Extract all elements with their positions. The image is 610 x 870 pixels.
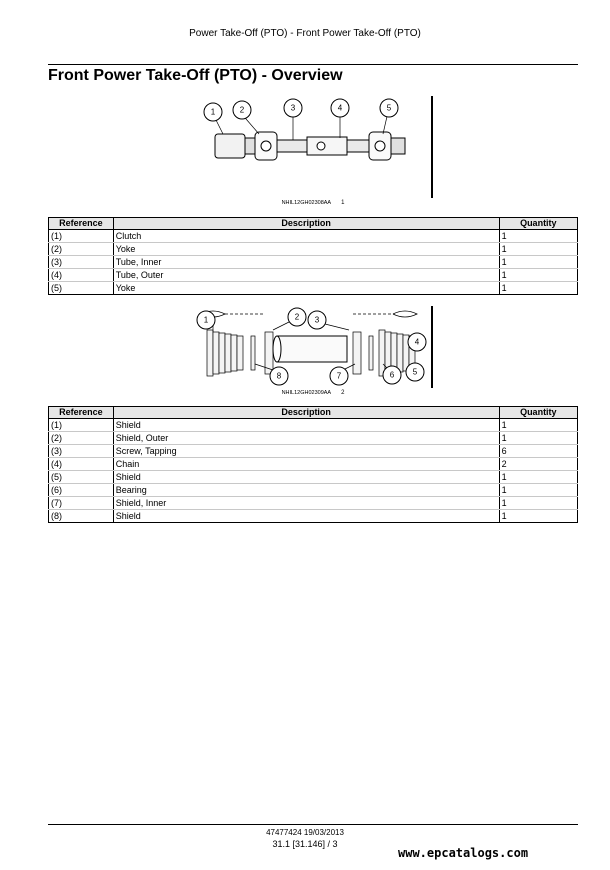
header-rule (48, 64, 578, 65)
callout-2 (233, 101, 251, 119)
svg-text:3: 3 (314, 315, 320, 325)
callout-4 (331, 99, 349, 117)
parts-table-1 (48, 217, 578, 295)
svg-text:6: 6 (389, 370, 395, 380)
callout-3 (284, 99, 302, 117)
table-row: (1) Clutch 1 (49, 230, 578, 243)
svg-text:8: 8 (276, 371, 282, 381)
table-row: (6) Bearing 1 (49, 484, 578, 497)
svg-text:4: 4 (414, 337, 420, 347)
callout-1 (204, 103, 222, 121)
watermark-link[interactable]: www.epcatalogs.com (398, 846, 529, 860)
callout-7 (330, 367, 348, 385)
figure-shield-exploded (193, 306, 433, 388)
svg-text:1: 1 (210, 107, 216, 117)
figure-2-code: NHIL12GH02309AA (281, 390, 332, 396)
footer-rule (48, 824, 578, 825)
figure-1-code: NHIL12GH02308AA (281, 200, 332, 206)
header-description: Description (113, 407, 499, 419)
header-reference: Reference (49, 218, 114, 230)
callout-5 (380, 99, 398, 117)
footer-page-number: 31.1 [31.146] / 3 (272, 839, 338, 849)
figure-2-number: 2 (341, 390, 345, 396)
svg-text:5: 5 (412, 367, 418, 377)
callout-3 (308, 311, 326, 329)
parts-table-2 (48, 406, 578, 523)
table-row: (8) Shield 1 (49, 510, 578, 523)
svg-text:4: 4 (337, 103, 343, 113)
figure-2-caption (193, 390, 433, 396)
callout-4 (408, 333, 426, 351)
running-header: Power Take-Off (PTO) - Front Power Take-Off (PTO) (189, 28, 421, 39)
table-row: (5) Yoke 1 (49, 282, 578, 295)
callout-2 (288, 308, 306, 326)
callout-5 (406, 363, 424, 381)
header-description: Description (113, 218, 499, 230)
svg-text:2: 2 (294, 312, 300, 322)
svg-text:1: 1 (203, 315, 209, 325)
table-row: (5) Shield 1 (49, 471, 578, 484)
svg-text:3: 3 (290, 103, 296, 113)
header-reference: Reference (49, 407, 114, 419)
table-row: (4) Tube, Outer 1 (49, 269, 578, 282)
pto-assembly-drawing (193, 96, 433, 198)
callout-1 (197, 311, 215, 329)
svg-text:2: 2 (239, 105, 245, 115)
table-row: (1) Shield 1 (49, 419, 578, 432)
header-quantity: Quantity (499, 407, 577, 419)
figure-1-number: 1 (341, 200, 345, 206)
table-row: (3) Screw, Tapping 6 (49, 445, 578, 458)
figure-pto-assembly (193, 96, 433, 198)
svg-text:7: 7 (336, 371, 342, 381)
table-row: (7) Shield, Inner 1 (49, 497, 578, 510)
shield-exploded-drawing (193, 306, 433, 388)
table-header-row (49, 407, 578, 419)
table-row: (4) Chain 2 (49, 458, 578, 471)
header-quantity: Quantity (499, 218, 577, 230)
table-row: (2) Shield, Outer 1 (49, 432, 578, 445)
callout-6 (383, 366, 401, 384)
page-title: Front Power Take-Off (PTO) - Overview (48, 67, 343, 84)
table-row: (2) Yoke 1 (49, 243, 578, 256)
table-header-row (49, 218, 578, 230)
figure-1-caption (193, 200, 433, 206)
table-row: (3) Tube, Inner 1 (49, 256, 578, 269)
footer-doc-number: 47477424 19/03/2013 (266, 828, 344, 837)
callout-8 (270, 367, 288, 385)
svg-text:5: 5 (386, 103, 392, 113)
